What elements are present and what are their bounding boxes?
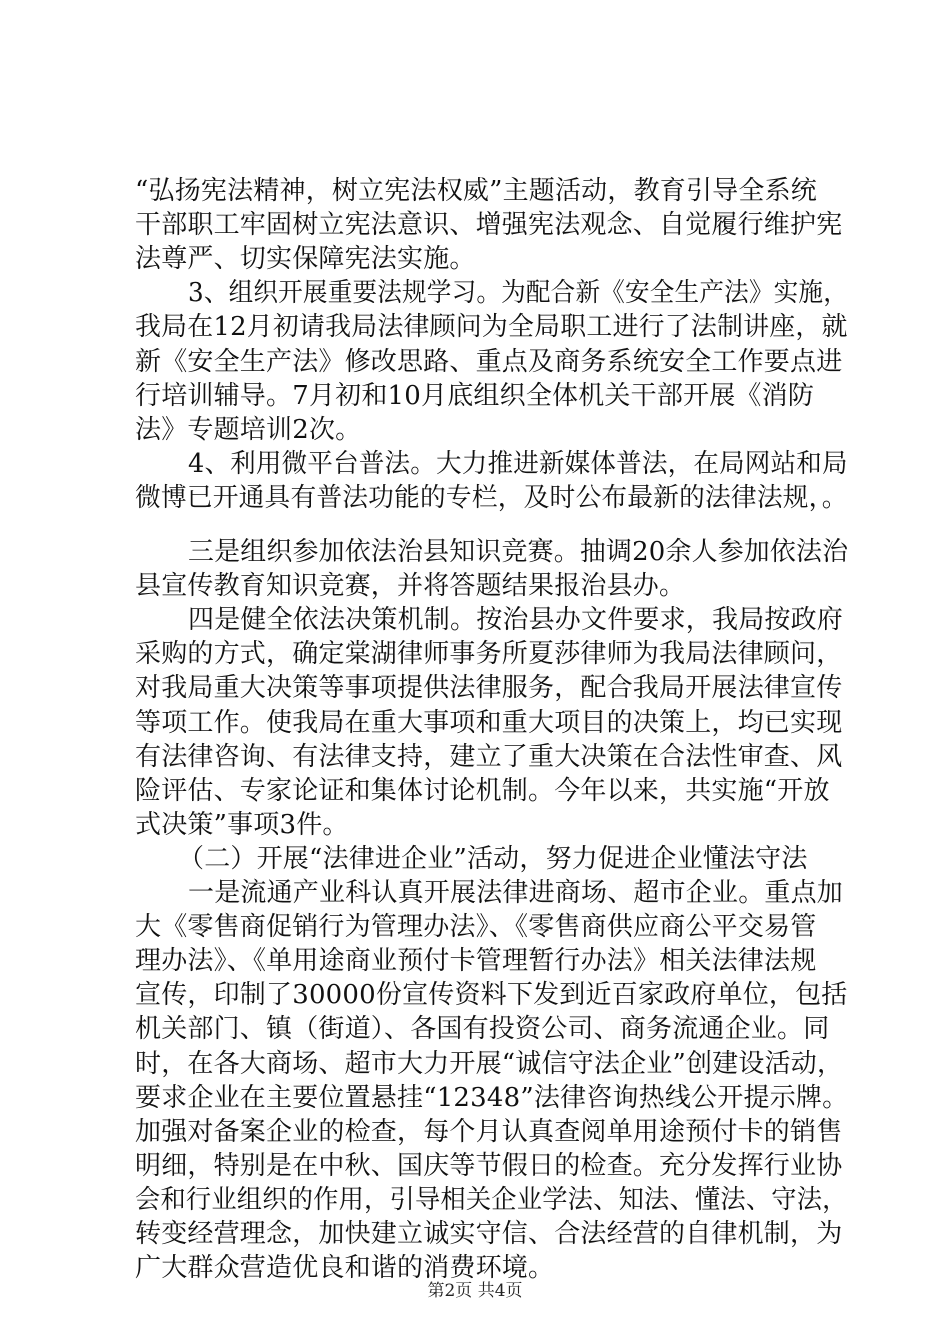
text-line: 广大群众营造优良和谐的消费环境。: [135, 1253, 555, 1283]
text-line: 四是健全依法决策机制。按治县办文件要求，我局按政府: [188, 605, 844, 635]
text-line: 理办法》、《单用途商业预付卡管理暂行办法》相关法律法规: [135, 946, 817, 976]
text-line: 行培训辅导。7月初和10月底组织全体机关干部开展《消防: [135, 381, 815, 411]
text-line: 微博已开通具有普法功能的专栏，及时公布最新的法律法规，。: [135, 483, 848, 513]
text-line: 机关部门、镇（街道）、各国有投资公司、商务流通企业。同: [135, 1014, 830, 1044]
text-line: 一是流通产业科认真开展法律进商场、超市企业。重点加: [188, 878, 844, 908]
text-line: 时，在各大商场、超市大力开展“诚信守法企业”创建设活动，: [135, 1049, 844, 1079]
text-line: 三是组织参加依法治县知识竞赛。抽调20余人参加依法治: [188, 537, 849, 567]
text-line: 要求企业在主要位置悬挂“12348”法律咨询热线公开提示牌。: [135, 1083, 849, 1113]
text-line: 干部职工牢固树立宪法意识、增强宪法观念、自觉履行维护宪: [135, 210, 843, 240]
text-line: 4、利用微平台普法。大力推进新媒体普法，在局网站和局: [188, 449, 848, 479]
page-number-footer: 第2页 共4页: [427, 1281, 523, 1301]
text-line: 大《零售商促销行为管理办法》、《零售商供应商公平交易管: [135, 912, 817, 942]
text-line: 有法律咨询、有法律支持，建立了重大决策在合法性审查、风: [135, 742, 843, 772]
text-line: 明细，特别是在中秋、国庆等节假日的检查。充分发挥行业协: [135, 1151, 843, 1181]
text-line: 等项工作。使我局在重大事项和重大项目的决策上，均已实现: [135, 708, 843, 738]
text-line: 会和行业组织的作用，引导相关企业学法、知法、懂法、守法，: [135, 1185, 848, 1215]
text-line: 对我局重大决策等事项提供法律服务，配合我局开展法律宣传: [135, 673, 843, 703]
text-line: 险评估、专家论证和集体讨论机制。今年以来，共实施“开放: [135, 776, 830, 806]
text-line: 县宣传教育知识竞赛，并将答题结果报治县办。: [135, 571, 686, 601]
text-line: 转变经营理念，加快建立诚实守信、合法经营的自律机制，为: [135, 1219, 843, 1249]
text-line: 采购的方式，确定棠湖律师事务所夏莎律师为我局法律顾问，: [135, 639, 843, 669]
text-line: 法尊严、切实保障宪法实施。: [135, 244, 476, 274]
text-line: 我局在12月初请我局法律顾问为全局职工进行了法制讲座，就: [135, 312, 848, 342]
section-heading: （二）开展“法律进企业”活动，努力促进企业懂法守法: [178, 844, 808, 874]
text-line: “弘扬宪法精神，树立宪法权威”主题活动，教育引导全系统: [135, 176, 817, 206]
text-line: 宣传，印制了30000份宣传资料下发到近百家政府单位，包括: [135, 980, 848, 1010]
text-line: 新《安全生产法》修改思路、重点及商务系统安全工作要点进: [135, 347, 843, 377]
text-line: 3、组织开展重要法规学习。为配合新《安全生产法》实施，: [188, 278, 848, 308]
text-line: 式决策”事项3件。: [135, 810, 349, 840]
text-line: 法》专题培训2次。: [135, 415, 362, 445]
text-line: 加强对备案企业的检查，每个月认真查阅单用途预付卡的销售: [135, 1117, 843, 1147]
